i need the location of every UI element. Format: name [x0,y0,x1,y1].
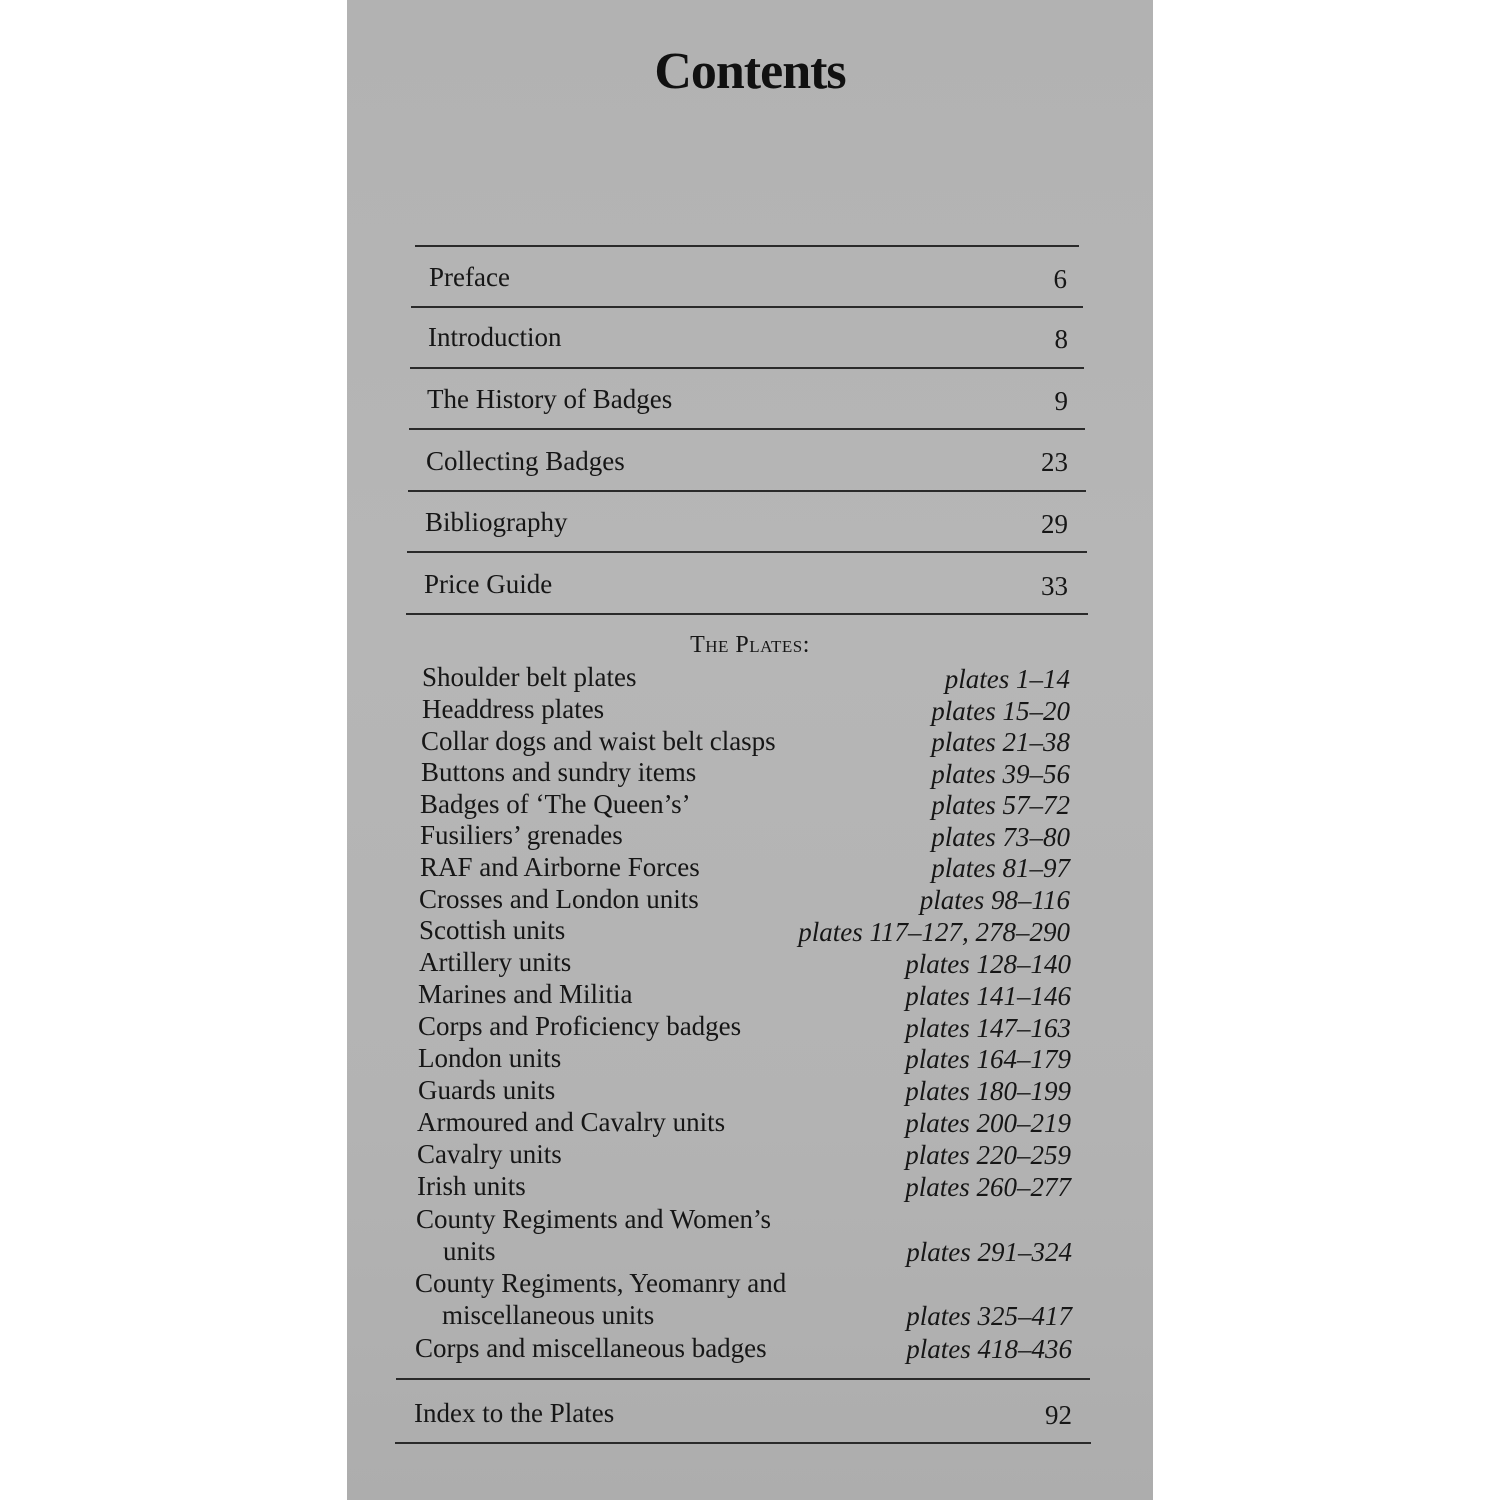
plate-entry[interactable]: County Regiments, Yeomanry and [415,1268,787,1298]
toc-page-preface: 6 [1053,264,1067,294]
toc-page-index: 92 [1045,1400,1072,1430]
rule-3 [409,428,1085,430]
plates-heading: The Plates: [690,632,810,658]
plate-ref: plates 73–80 [931,822,1070,852]
plate-entry[interactable]: Headdress plates [422,694,605,724]
plate-entry-continued: miscellaneous units [442,1300,655,1330]
toc-page-collecting: 23 [1041,447,1068,477]
toc-entry-preface[interactable]: Preface [429,262,510,292]
plate-entry[interactable]: Guards units [418,1075,556,1105]
rule-5 [407,551,1087,553]
toc-page-history: 9 [1054,386,1068,416]
plate-entry[interactable]: Cavalry units [417,1139,562,1169]
plate-ref: plates 325–417 [906,1301,1072,1331]
contents-page [347,0,1153,1500]
rule-2 [410,367,1084,369]
plate-entry[interactable]: County Regiments and Women’s [416,1204,772,1234]
toc-entry-collecting[interactable]: Collecting Badges [426,446,625,476]
plate-ref: plates 164–179 [905,1044,1071,1074]
plate-ref: plates 260–277 [905,1172,1071,1202]
toc-entry-price-guide[interactable]: Price Guide [424,569,553,599]
plate-entry[interactable]: Artillery units [419,947,572,977]
plate-entry[interactable]: Corps and miscellaneous badges [415,1333,767,1363]
rule-1 [411,306,1083,308]
plate-entry[interactable]: Buttons and sundry items [421,757,697,787]
toc-page-bibliography: 29 [1041,509,1068,539]
plate-entry[interactable]: RAF and Airborne Forces [420,852,700,882]
plate-entry[interactable]: Badges of ‘The Queen’s’ [420,789,691,819]
plate-ref: plates 200–219 [905,1108,1071,1138]
plate-entry[interactable]: Armoured and Cavalry units [417,1107,726,1137]
rule-4 [408,490,1086,492]
plate-ref: plates 39–56 [931,759,1070,789]
plate-entry-continued: units [443,1236,496,1266]
plate-entry[interactable]: Marines and Militia [418,979,633,1009]
toc-entry-introduction[interactable]: Introduction [428,322,562,352]
plate-entry[interactable]: Shoulder belt plates [422,662,637,692]
toc-entry-history[interactable]: The History of Badges [427,384,673,414]
plate-ref: plates 220–259 [905,1140,1071,1170]
rule-top [415,245,1079,247]
plate-ref: plates 21–38 [931,727,1070,757]
plate-ref: plates 147–163 [905,1013,1071,1043]
plate-entry[interactable]: Corps and Proficiency badges [418,1011,742,1041]
plate-entry[interactable]: Collar dogs and waist belt clasps [421,726,776,756]
rule-6 [406,613,1088,615]
plate-ref: plates 141–146 [905,981,1071,1011]
rule-8 [395,1442,1091,1444]
plate-ref: plates 15–20 [931,696,1070,726]
toc-entry-bibliography[interactable]: Bibliography [425,507,568,537]
plate-entry[interactable]: Fusiliers’ grenades [420,820,623,850]
plate-ref: plates 81–97 [931,853,1070,883]
toc-entry-index[interactable]: Index to the Plates [414,1398,615,1428]
plate-ref: plates 180–199 [905,1076,1071,1106]
plate-ref: plates 291–324 [906,1237,1072,1267]
plate-entry[interactable]: London units [418,1043,562,1073]
plate-ref: plates 128–140 [905,949,1071,979]
plate-ref: plates 57–72 [931,790,1070,820]
toc-page-price-guide: 33 [1041,571,1068,601]
plate-ref: plates 418–436 [906,1334,1072,1364]
plate-ref: plates 1–14 [944,664,1070,694]
page-title: Contents [654,43,846,100]
plate-entry[interactable]: Crosses and London units [419,884,699,914]
toc-page-introduction: 8 [1054,324,1068,354]
plate-entry[interactable]: Irish units [417,1171,526,1201]
plate-entry[interactable]: Scottish units [419,915,566,945]
plate-ref: plates 117–127, 278–290 [798,917,1070,947]
plate-ref: plates 98–116 [919,885,1070,915]
rule-7 [396,1378,1090,1380]
